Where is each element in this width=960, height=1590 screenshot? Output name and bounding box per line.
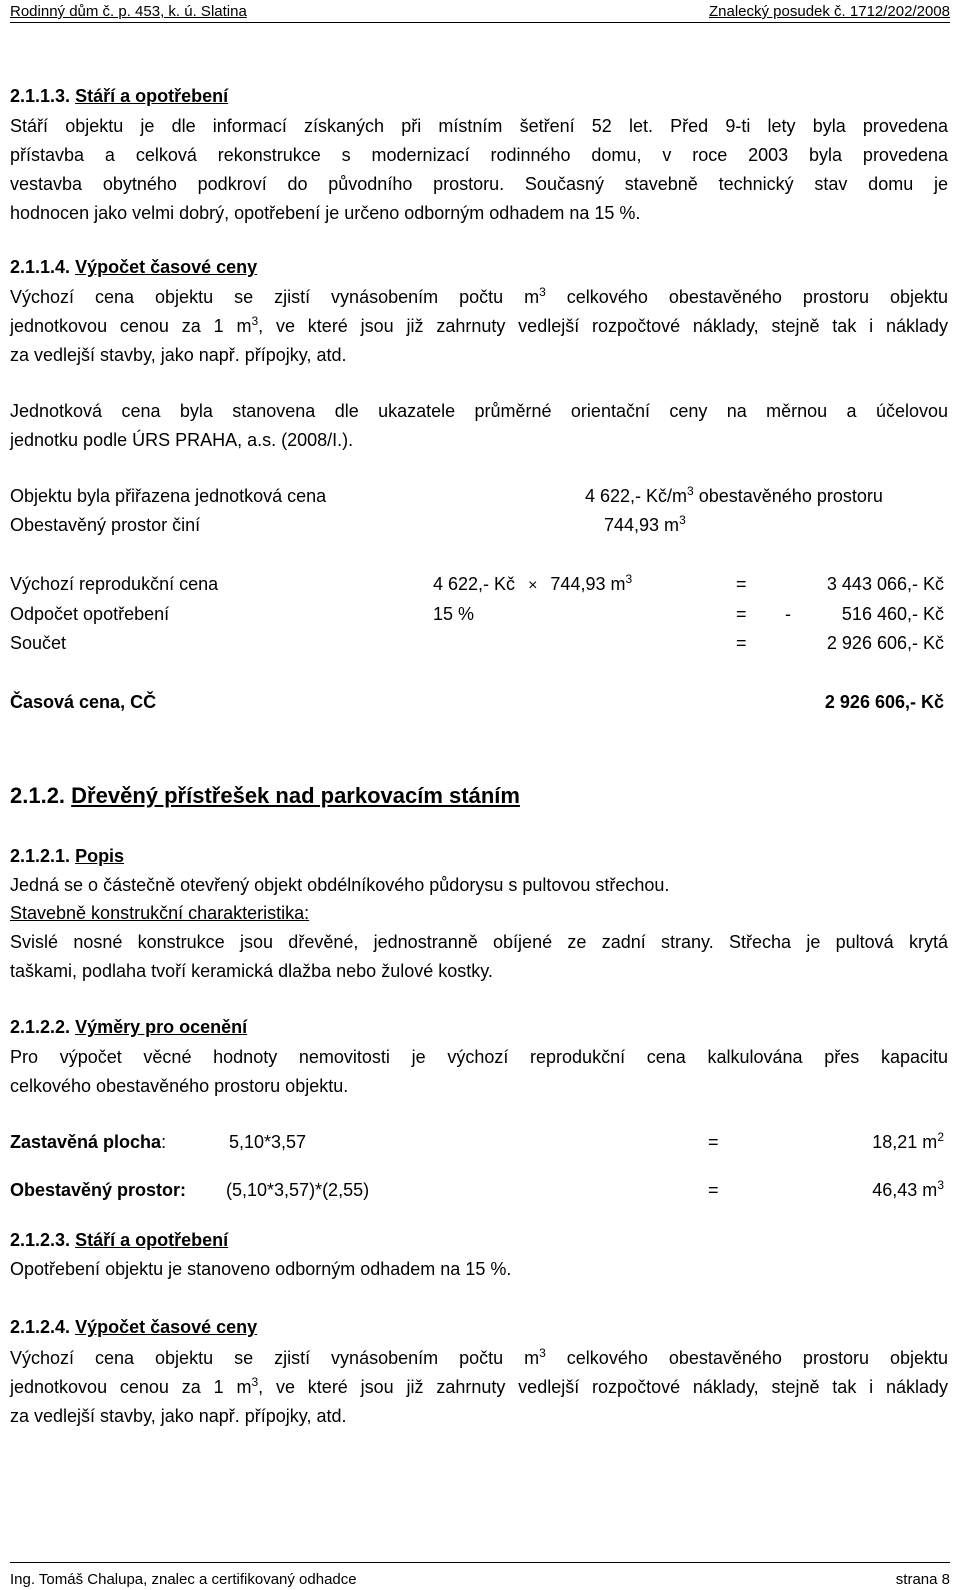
- heading-2121-title: Popis: [75, 846, 125, 866]
- volume-label: Obestavěný prostor činí: [10, 515, 201, 535]
- calc-value: 3 443 066,- Kč: [826, 574, 944, 594]
- total-label: Časová cena, CČ: [10, 692, 157, 712]
- description-line: Jedná se o částečně otevřený objekt obdélníkového půdorysu s pultovou střechou.: [10, 875, 670, 895]
- built-area-eq: =: [708, 1132, 719, 1152]
- paragraph-line: vestavba obytného podkroví do původního prostoru. Současný stavebně technický stav domu je: [10, 174, 948, 194]
- heading-2121: [10, 846, 124, 867]
- page-footer: [10, 1562, 950, 1590]
- paragraph-line: Pro výpočet věcné hodnoty nemovitosti je výchozí reprodukční cena kalkulována přes kapacitu: [10, 1047, 948, 1067]
- built-area-label: Zastavěná plocha:: [10, 1132, 167, 1152]
- heading-2123: [10, 1230, 228, 1251]
- heading-2124-num: 2.1.2.4.: [10, 1317, 71, 1337]
- heading-2123-num: 2.1.2.3.: [10, 1230, 71, 1250]
- paragraph-line: jednotkovou cenou za 1 $m^3$, ve které jsou již zahrnuty vedlejší rozpočtové náklady, stejně tak i náklady: [10, 314, 949, 336]
- calc-eq: =: [736, 574, 747, 594]
- heading-2122-title: Výměry pro ocenění: [75, 1017, 248, 1037]
- heading-2114-num: 2.1.1.4.: [10, 257, 71, 277]
- paragraph-2114-unit-price: [10, 397, 948, 455]
- heading-2122: [10, 1017, 247, 1038]
- header-left: Rodinný dům č. p. 453, k. ú. Slatina: [10, 3, 247, 20]
- calc-expr: 15 %: [433, 604, 475, 624]
- built-area-expr: 5,10*3,57: [229, 1132, 307, 1152]
- volume-expr-2122: (5,10*3,57)*(2,55): [226, 1180, 370, 1200]
- calc-label: Součet: [10, 633, 67, 653]
- assigned-price-label: Objektu byla přiřazena jednotková cena: [10, 486, 327, 506]
- paragraph-line: Výchozí cena objektu se zjistí vynásobením počtu $m^3$ celkového obestavěného prostoru objektu: [10, 285, 948, 307]
- paragraph-2124: [10, 1344, 948, 1431]
- header-right: Znalecký posudek č. 1712/202/2008: [708, 3, 950, 20]
- heading-2122-num: 2.1.2.2.: [10, 1017, 71, 1037]
- calc-label: Výchozí reprodukční cena: [10, 574, 219, 594]
- calc-label: Odpočet opotřebení: [10, 604, 170, 624]
- paragraph-line: přístavba a celková rekonstrukce s modernizací rodinného domu, v roce 2003 byla provedena: [10, 145, 948, 165]
- calc-sign: -: [785, 604, 791, 624]
- paragraph-2114: [10, 283, 948, 370]
- paragraph-line: Svislé nosné konstrukce jsou dřevěné, jednostranně obíjené ze zadní strany. Střecha je pultová krytá: [10, 932, 948, 952]
- heading-2124: [10, 1317, 257, 1338]
- paragraph-line: za vedlejší stavby, jako např. přípojky, atd.: [10, 1406, 347, 1426]
- volume-value: 744,93 $m^3$: [604, 513, 686, 535]
- assigned-price-value: 4 622,- $Kč/m^3$ obestavěného prostoru: [585, 484, 883, 506]
- heading-2114-title: Výpočet časové ceny: [75, 257, 258, 277]
- calc-value: 2 926 606,- Kč: [826, 633, 944, 653]
- paragraph-2113: [10, 112, 948, 228]
- paragraph-2121: [10, 928, 948, 986]
- volume-value-2122: 46,43 $m^3$: [872, 1178, 944, 1200]
- paragraph-line: hodnocen jako velmi dobrý, opotřebení je určeno odborným odhadem na 15 %.: [10, 203, 641, 223]
- paragraph-line: jednotku podle ÚRS PRAHA, a.s. (2008/I.).: [10, 430, 354, 450]
- heading-2114: [10, 257, 257, 278]
- paragraph-2122: [10, 1043, 948, 1101]
- heading-2113-title: Stáří a opotřebení: [75, 86, 229, 106]
- calc-eq: =: [736, 604, 747, 624]
- paragraph-line: Stáří objektu je dle informací získaných při místním šetření 52 let. Před 9-ti lety byla provedena: [10, 116, 948, 136]
- heading-2113: [10, 86, 228, 107]
- paragraph-line: Výchozí cena objektu se zjistí vynásobením počtu $m^3$ celkového obestavěného prostoru objektu: [10, 1346, 948, 1368]
- page-number: strana 8: [895, 1571, 950, 1588]
- paragraph-line: celkového obestavěného prostoru objektu.: [10, 1076, 349, 1096]
- multiply-icon: ×: [528, 577, 538, 594]
- wear-line: Opotřebení objektu je stanoveno odborným odhadem na 15 %.: [10, 1259, 512, 1279]
- heading-2113-num: 2.1.1.3.: [10, 86, 71, 106]
- page-header: [10, 0, 950, 23]
- paragraph-line: jednotkovou cenou za 1 $m^3$, ve které jsou již zahrnuty vedlejší rozpočtové náklady, stejně tak i náklady: [10, 1375, 949, 1397]
- calc-expr: 4 622,- Kč × 744,93 $m^3$: [433, 572, 633, 594]
- paragraph-line: taškami, podlaha tvoří keramická dlažba nebo žulové kostky.: [10, 961, 493, 981]
- heading-212-num: 2.1.2.: [10, 783, 66, 808]
- heading-2124-title: Výpočet časové ceny: [75, 1317, 258, 1337]
- heading-212: [10, 783, 520, 809]
- footer-left: Ing. Tomáš Chalupa, znalec a certifikovaný odhadce: [10, 1571, 357, 1588]
- paragraph-line: za vedlejší stavby, jako např. přípojky, atd.: [10, 345, 347, 365]
- calc-value: 516 460,- Kč: [841, 604, 944, 624]
- heading-2121-num: 2.1.2.1.: [10, 846, 71, 866]
- heading-2123-title: Stáří a opotřebení: [75, 1230, 229, 1250]
- volume-label-2122: Obestavěný prostor:: [10, 1180, 187, 1200]
- paragraph-line: Jednotková cena byla stanovena dle ukazatele průměrné orientační ceny na měrnou a účelovou: [10, 401, 948, 421]
- volume-eq-2122: =: [708, 1180, 719, 1200]
- calc-eq: =: [736, 633, 747, 653]
- construction-subheading: Stavebně konstrukční charakteristika:: [10, 903, 310, 923]
- heading-212-title: Dřevěný přístřešek nad parkovacím stáním: [71, 783, 520, 808]
- built-area-value: 18,21 $m^2$: [872, 1130, 944, 1152]
- total-value: 2 926 606,- Kč: [824, 692, 944, 712]
